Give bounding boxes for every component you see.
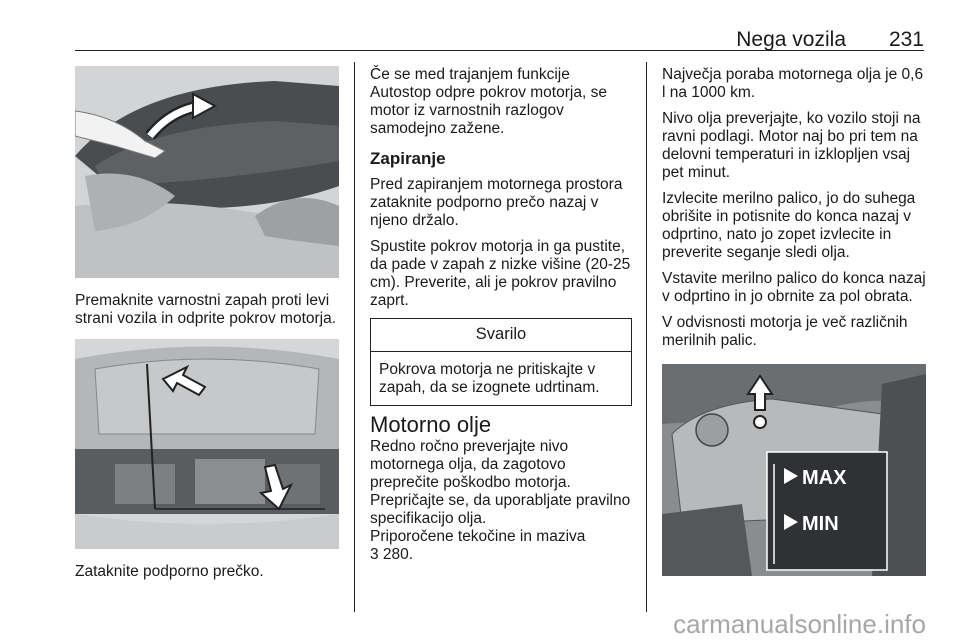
support-rod-illustration — [75, 339, 339, 549]
dipstick-illustration — [662, 364, 926, 576]
caption-hood-latch: Premaknite varnostni zapah proti levi strani vozila in odprite pokrov motorja. — [75, 292, 337, 327]
dipstick-insert-paragraph: Vstavite merilno palico do konca nazaj v odprtino in jo obrnite za pol obrata. — [662, 270, 926, 305]
section-title: Nega vozila — [736, 28, 846, 51]
header-divider — [75, 50, 924, 51]
oil-consumption-paragraph: Največja poraba motornega olja je 0,6 l na 1000 km. — [662, 66, 924, 101]
min-mark-label: MIN — [802, 513, 839, 535]
autostop-paragraph: Če se med trajanjem funkcije Autostop odpre pokrov motorja, se motor iz varnostnih razlogov samodejno zažene. — [370, 66, 607, 137]
column-divider-2 — [646, 62, 647, 612]
oil-spec-paragraph: Prepričajte se, da uporabljate pravilno specifikacijo olja. — [370, 492, 631, 527]
engine-oil-heading: Motorno olje — [370, 412, 492, 437]
figure-support-rod — [75, 339, 339, 549]
warning-title: Svarilo — [371, 319, 631, 352]
figure-dipstick — [662, 364, 926, 576]
max-mark-label: MAX — [802, 467, 847, 489]
closing-paragraph-1: Pred zapiranjem motornega prostora zataknite podporno prečo nazaj v njeno držalo. — [370, 176, 623, 229]
engine-oil-section — [370, 438, 632, 564]
warning-box — [370, 318, 632, 406]
caption-support-rod: Zataknite podporno prečko. — [75, 563, 264, 580]
watermark: carmanualsonline.info — [673, 609, 926, 639]
oil-level-conditions-paragraph: Nivo olja preverjajte, ko vozilo stoji na ravni podlagi. Motor naj bo pri tem na delovni temperaturi in izklopljen vsaj pet minut. — [662, 110, 921, 181]
figure-hood-latch — [75, 66, 339, 278]
dipstick-procedure-paragraph: Izvlecite merilno palico, jo do suhega obrišite in potisnite do konca nazaj v odprtino, nato jo zopet izvlecite in preverite seganje sledi olja. — [662, 190, 916, 261]
recommended-fluids-text: Priporočene tekočine in maziva — [370, 528, 586, 545]
page-number: 231 — [888, 28, 924, 51]
right-column — [662, 66, 928, 358]
oil-check-paragraph: Redno ročno preverjajte nivo motornega olja, da zagotovo preprečite poškodbo motorja. — [370, 438, 571, 491]
closing-heading: Zapiranje — [370, 149, 446, 168]
hood-latch-illustration — [75, 66, 339, 278]
page-header — [75, 24, 924, 50]
middle-column — [370, 66, 632, 564]
closing-paragraph-2: Spustite pokrov motorja in ga pustite, da pade v zapah z nizke višine (20-25 cm). Preverite, ali je pokrov pravilno zaprt. — [370, 238, 631, 309]
column-divider-1 — [354, 62, 355, 612]
page-reference: 3 280. — [370, 546, 414, 563]
warning-text: Pokrova motorja ne pritiskajte v zapah, da se izognete udrtinam. — [379, 361, 600, 396]
dipstick-variants-paragraph: V odvisnosti motorja je več različnih merilnih palic. — [662, 314, 908, 349]
